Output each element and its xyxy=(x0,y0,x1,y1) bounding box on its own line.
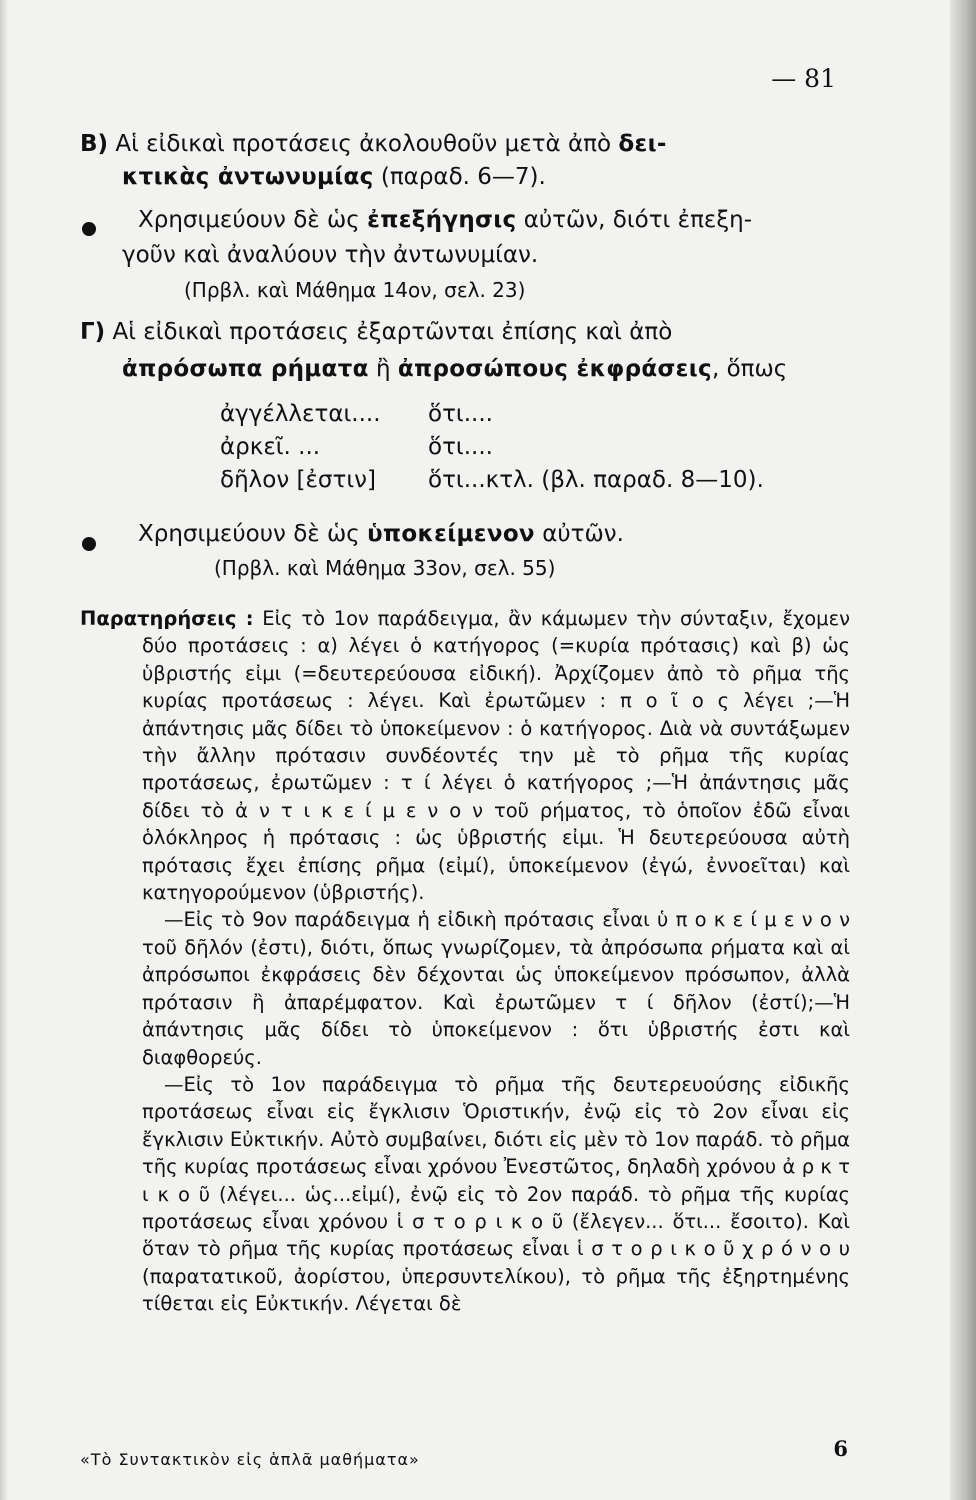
section-b-ref: (Πρβλ. καὶ Μάθημα 14ον, σελ. 23) xyxy=(184,278,526,302)
section-g-line1: Αἱ εἰδικαὶ προτάσεις ἐξαρτῶνται ἐπίσης καὶ ἀπὸ xyxy=(112,319,673,345)
page-edge-left xyxy=(0,0,8,1500)
example-row xyxy=(220,398,764,431)
section-g-heading xyxy=(80,316,840,349)
section-g-bullet-text: Χρησιμεύουν δὲ ὡς xyxy=(138,521,368,547)
notes-paragraph-1 xyxy=(80,605,850,906)
notes-paragraph-2: —Εἰς τὸ 9ον παράδειγμα ἡ εἰδικὴ πρότασις εἶναι ὑ π ο κ ε ί μ ε ν ο ν τοῦ δῆλόν (ἐστι), διότι, ὅπως γνωρίζομεν, τὰ ἀπρόσωπα ρήματα καὶ αἱ ἀπρόσωποι ἐκφράσεις δὲν δέχονται ὡς ὑποκείμενον πρόσωπον, ἀλλὰ πρότασιν ἢ ἀπαρέμφατον. Καὶ ἐρωτῶμεν τ ί δῆλον (ἐστί);—Ἡ ἀπάντησις μᾶς δίδει τὸ ὑποκείμενον : ὅτι ὑβριστής ἐστι καὶ διαφθορεύς. xyxy=(142,908,850,1069)
section-g-line2-bold: ἀπρόσωπα ρήματα xyxy=(122,356,369,382)
example-row xyxy=(220,431,764,464)
example-right: ὅτι.... xyxy=(428,401,493,427)
section-b-bullet-line2: γοῦν καὶ ἀναλύουν τὴν ἀντωνυμίαν. xyxy=(122,242,539,268)
page-number: — 81 xyxy=(771,64,836,93)
notes-heading: Παρατηρήσεις : xyxy=(80,607,254,630)
example-left: ἀγγέλλεται.... xyxy=(220,401,381,427)
section-g-ref: (Πρβλ. καὶ Μάθημα 33ον, σελ. 55) xyxy=(214,556,556,580)
notes-paragraph-3: —Εἰς τὸ 1ον παράδειγμα τὸ ρῆμα τῆς δευτερευούσης εἰδικῆς προτάσεως εἶναι εἰς ἔγκλισιν Ὁριστικήν, ἐνῷ εἰς τὸ 2ον εἶναι εἰς ἔγκλισιν Εὐκτικήν. Αὐτὸ συμβαίνει, διότι εἰς μὲν τὸ 1ον παράδ. τὸ ρῆμα τῆς κυρίας προτάσεως εἶναι χρόνου Ἐνεστῶτος, δηλαδὴ χρόνου ἀ ρ κ τ ι κ ο ῦ (λέγει... ὡς...εἰμί), ἐνῷ εἰς τὸ 2ον παράδ. τὸ ρῆμα τῆς κυρίας προτάσεως εἶναι χρόνου ἱ σ τ ο ρ ι κ ο ῦ (ἔλεγεν... ὅτι... ἔσοιτο). Καὶ ὅταν τὸ ρῆμα τῆς κυρίας προτάσεως εἶναι ἱ σ τ ο ρ ι κ ο ῦ χ ρ ό ν ο υ (παρατατικοῦ, ἀορίστου, ὑπερσυντελίκου), τὸ ρῆμα τῆς ἐξηρτημένης τίθεται εἰς Εὐκτικήν. Λέγεται δὲ xyxy=(142,1072,850,1316)
section-g-heading-cont xyxy=(80,353,840,386)
section-b-bullet-text: Χρησιμεύουν δὲ ὡς xyxy=(138,207,368,233)
section-b-line2-rest: (παραδ. 6—7). xyxy=(373,164,546,190)
section-b-line1-bold: δει- xyxy=(618,131,667,157)
example-row xyxy=(220,464,764,497)
example-right: ὅτι...κτλ. (βλ. παραδ. 8—10). xyxy=(428,467,764,493)
section-g-bullet xyxy=(138,518,624,551)
examples-list xyxy=(220,398,764,497)
example-left: ἀρκεῖ. ... xyxy=(220,434,321,460)
notes-text-1: Εἰς τὸ 1ον παράδειγμα, ἂν κάμωμεν τὴν σύνταξιν, ἔχομεν δύο προτάσεις : α) λέγει ὁ κατήγορος (=κυρία πρότασις) καὶ β) ὡς ὑβριστής εἰμι (=δευτερεύουσα εἰδική). Ἀρχίζομεν ἀπὸ τὸ ρῆμα τῆς κυρίας προτάσεως : λέγει. Καὶ ἐρωτῶμεν : π ο ῖ ο ς λέγει ;—Ἡ ἀπάντησις μᾶς δίδει τὸ ὑποκείμενον : ὁ κατήγορος. Διὰ νὰ συντάξωμεν τὴν ἄλλην πρότασιν συνδέοντές την μὲ τὸ ρῆμα τῆς κυρίας προτάσεως, ἐρωτῶμεν : τ ί λέγει ὁ κατήγορος ;—Ἡ ἀπάντησις μᾶς δίδει τὸ ἀ ν τ ι κ ε ί μ ε ν ο ν τοῦ ρήματος, τὸ ὁποῖον ἐδῶ εἶναι ὁλόκληρος ἡ πρότασις : ὡς ὑβριστής εἰμι. Ἡ δευτερεύουσα αὐτὴ πρότασις ἔχει ἐπίσης ρῆμα (εἰμί), ὑποκείμενον (ἐγώ, ἐννοεῖται) καὶ κατηγορούμενον (ὑβριστής). xyxy=(142,607,851,905)
section-g-line2-rest: , ὅπως xyxy=(711,356,788,382)
section-b-bullet-text2: αὐτῶν, διότι ἐπεξη- xyxy=(516,207,753,233)
section-g-line2-mid: ἢ xyxy=(368,356,398,382)
section-b-heading xyxy=(80,128,840,161)
section-g-line2-bold2: ἀπροσώπους ἐκφράσεις xyxy=(397,356,712,382)
bullet-icon xyxy=(82,537,96,551)
example-left: δῆλον [ἐστιν] xyxy=(220,467,376,493)
section-b-line1: Αἱ εἰδικαὶ προτάσεις ἀκολουθοῦν μετὰ ἀπὸ xyxy=(115,131,619,157)
bullet-icon xyxy=(82,222,96,236)
section-b-heading-cont xyxy=(80,161,840,194)
section-g-bullet-text2: αὐτῶν. xyxy=(534,521,624,547)
signature-mark: 6 xyxy=(833,1436,848,1461)
page-edge-right xyxy=(950,0,976,1500)
section-g xyxy=(80,316,840,386)
section-g-bullet-bold: ὑποκείμενον xyxy=(367,521,535,547)
section-b-bullet xyxy=(138,204,838,237)
example-right: ὅτι.... xyxy=(428,434,493,460)
section-g-label: Γ) xyxy=(80,319,106,345)
section-b-line2-bold: κτικὰς ἀντωνυμίας xyxy=(122,164,374,190)
notes-section xyxy=(80,605,850,1318)
footer-title: «Τὸ Συντακτικὸν εἰς ἁπλᾶ μαθήματα» xyxy=(80,1450,420,1469)
section-b xyxy=(80,128,840,194)
section-b-bullet-bold: ἐπεξήγησις xyxy=(367,207,517,233)
section-b-label: B) xyxy=(80,131,109,157)
